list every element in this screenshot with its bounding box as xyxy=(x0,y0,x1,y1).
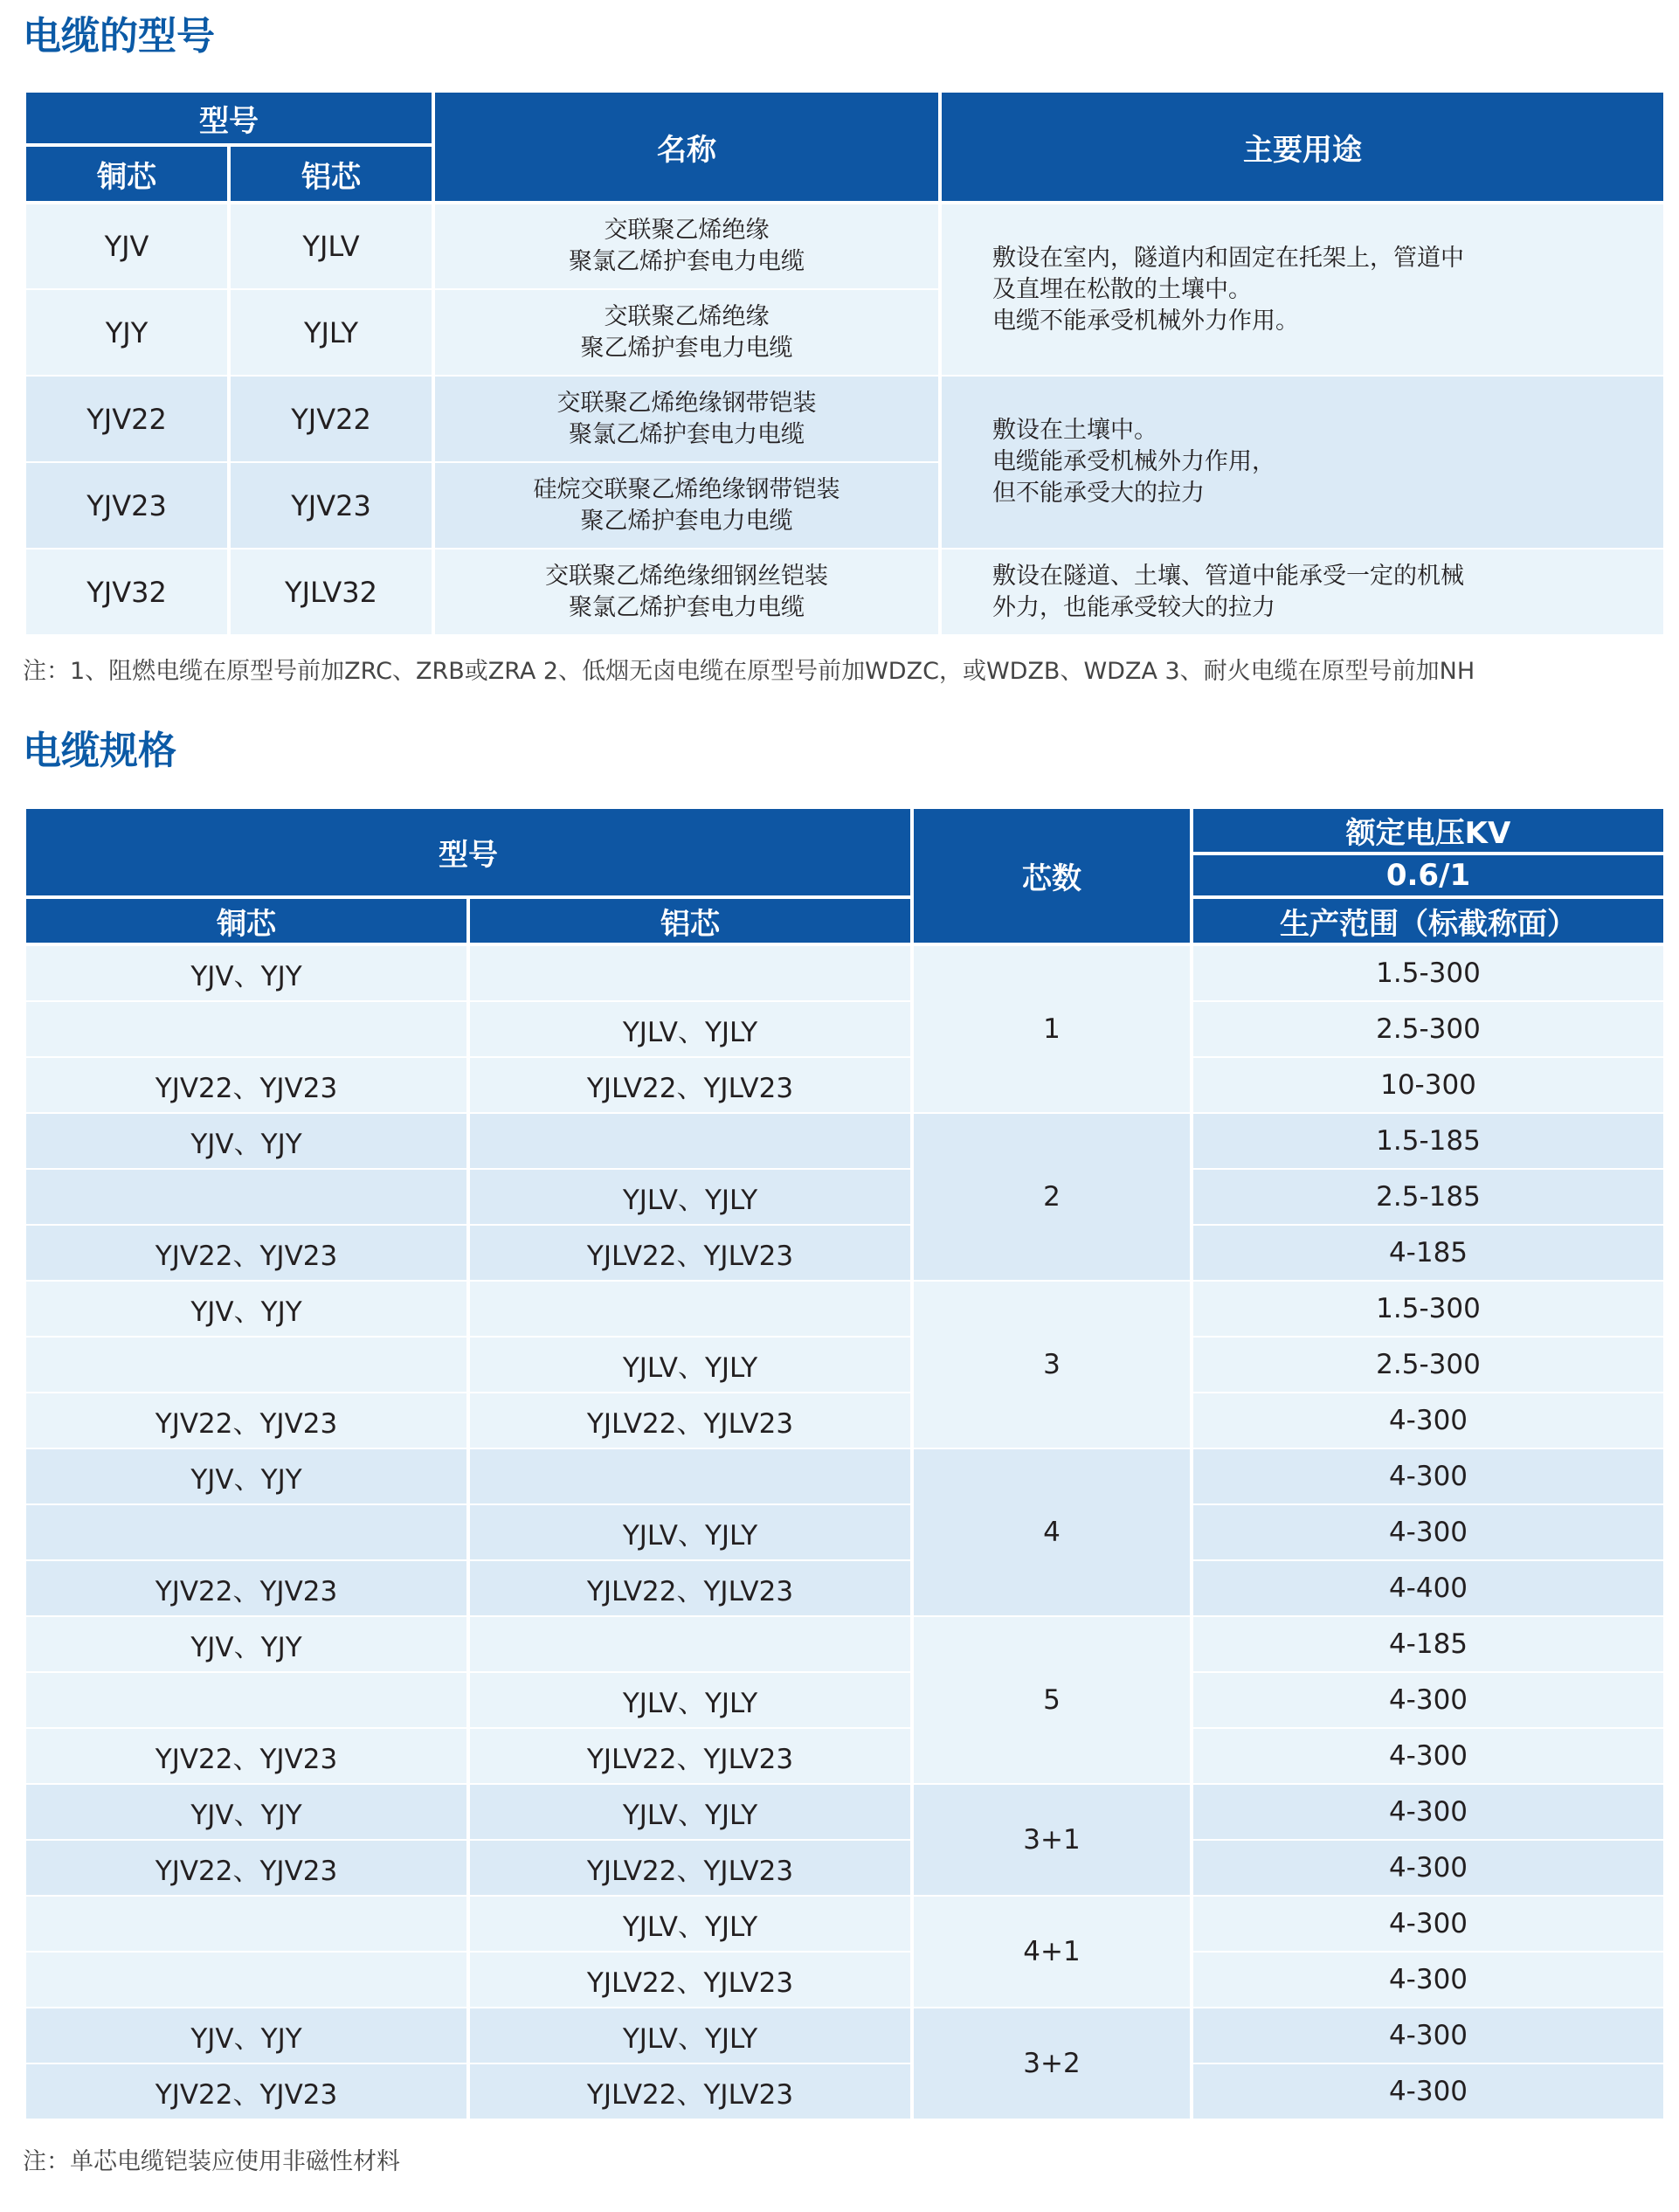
range-cell: 4-300 xyxy=(1192,1393,1665,1448)
aluminum-cell: YJLV22、YJLV23 xyxy=(468,1560,912,1616)
header-aluminum: 铝芯 xyxy=(229,145,433,203)
table-row xyxy=(24,1728,1665,1784)
aluminum-cell: YJLV32 xyxy=(229,549,433,635)
table-row xyxy=(24,1057,1665,1113)
table-row xyxy=(24,549,1665,635)
name-cell xyxy=(433,376,940,462)
table-row xyxy=(24,1281,1665,1337)
name-line: 聚氯乙烯护套电力电缆 xyxy=(569,593,805,621)
table-row xyxy=(24,1337,1665,1393)
copper-cell: YJV22、YJV23 xyxy=(24,1560,468,1616)
table-row xyxy=(24,1896,1665,1952)
copper-cell xyxy=(24,1672,468,1728)
aluminum-cell xyxy=(468,1113,912,1169)
aluminum-cell: YJLV、YJLY xyxy=(468,1337,912,1393)
range-cell: 4-300 xyxy=(1192,1504,1665,1560)
table-row xyxy=(24,1169,1665,1225)
copper-cell: YJV22、YJV23 xyxy=(24,1840,468,1896)
aluminum-cell: YJLV22、YJLV23 xyxy=(468,1840,912,1896)
aluminum-cell: YJLV、YJLY xyxy=(468,1504,912,1560)
range-cell: 1.5-185 xyxy=(1192,1113,1665,1169)
table-row xyxy=(24,1393,1665,1448)
aluminum-cell xyxy=(468,1448,912,1504)
table-row xyxy=(24,1784,1665,1840)
name-line: 聚氯乙烯护套电力电缆 xyxy=(569,420,805,448)
cores-cell: 3+2 xyxy=(912,2008,1192,2119)
cores-cell: 4 xyxy=(912,1448,1192,1616)
cable-spec-table xyxy=(23,805,1667,2120)
name-cell xyxy=(433,549,940,635)
range-cell: 2.5-300 xyxy=(1192,1337,1665,1393)
copper-cell xyxy=(24,1337,468,1393)
range-cell: 4-300 xyxy=(1192,1784,1665,1840)
table-row xyxy=(24,1448,1665,1504)
copper-cell: YJV、YJY xyxy=(24,2008,468,2063)
range-cell: 4-185 xyxy=(1192,1616,1665,1672)
copper-cell: YJV、YJY xyxy=(24,1616,468,1672)
cores-cell: 5 xyxy=(912,1616,1192,1784)
header-voltage: 额定电压KV xyxy=(1192,807,1665,854)
header-model: 型号 xyxy=(24,91,433,145)
section-title-specs: 电缆规格 xyxy=(23,729,176,773)
range-cell: 4-300 xyxy=(1192,1896,1665,1952)
usage-line: 但不能承受大的拉力 xyxy=(992,480,1205,507)
section-title-models: 电缆的型号 xyxy=(23,14,215,59)
table-row xyxy=(24,1504,1665,1560)
aluminum-cell xyxy=(468,1281,912,1337)
aluminum-cell: YJLY xyxy=(229,289,433,376)
header-voltage-value: 0.6/1 xyxy=(1192,854,1665,897)
table-row xyxy=(24,1840,1665,1896)
aluminum-cell: YJLV、YJLY xyxy=(468,1784,912,1840)
aluminum-cell: YJLV22、YJLV23 xyxy=(468,1728,912,1784)
table-row xyxy=(24,376,1665,462)
model-footnote: 注：1、阻燃电缆在原型号前加ZRC、ZRB或ZRA 2、低烟无卤电缆在原型号前加WDZC，或WDZB、WDZA 3、耐火电缆在原型号前加NH xyxy=(23,658,1475,685)
name-line: 聚乙烯护套电力电缆 xyxy=(580,507,793,535)
aluminum-cell: YJLV、YJLY xyxy=(468,1169,912,1225)
copper-cell: YJV、YJY xyxy=(24,1784,468,1840)
copper-cell: YJV22、YJV23 xyxy=(24,1393,468,1448)
name-line: 聚氯乙烯护套电力电缆 xyxy=(569,248,805,275)
range-cell: 4-300 xyxy=(1192,1448,1665,1504)
usage-line: 敷设在隧道、土壤、管道中能承受一定的机械 xyxy=(992,562,1464,590)
table-row xyxy=(24,1113,1665,1169)
usage-line: 电缆不能承受机械外力作用。 xyxy=(992,307,1299,335)
range-cell: 4-400 xyxy=(1192,1560,1665,1616)
copper-cell: YJY xyxy=(24,289,229,376)
table-row xyxy=(24,2063,1665,2119)
spec-table-body xyxy=(24,944,1665,2119)
name-cell xyxy=(433,203,940,289)
range-cell: 4-300 xyxy=(1192,1672,1665,1728)
name-line: 聚乙烯护套电力电缆 xyxy=(580,334,793,362)
range-cell: 4-300 xyxy=(1192,1952,1665,2008)
aluminum-cell: YJV22 xyxy=(229,376,433,462)
cores-cell: 3 xyxy=(912,1281,1192,1448)
usage-cell xyxy=(940,203,1665,376)
usage-line: 敷设在土壤中。 xyxy=(992,417,1157,444)
table-row xyxy=(24,1001,1665,1057)
aluminum-cell: YJLV xyxy=(229,203,433,289)
copper-cell: YJV、YJY xyxy=(24,1281,468,1337)
range-cell: 1.5-300 xyxy=(1192,1281,1665,1337)
table-row xyxy=(24,2008,1665,2063)
name-cell xyxy=(433,289,940,376)
header-model: 型号 xyxy=(24,807,912,897)
cores-cell: 1 xyxy=(912,944,1192,1113)
aluminum-cell: YJLV、YJLY xyxy=(468,1001,912,1057)
range-cell: 10-300 xyxy=(1192,1057,1665,1113)
range-cell: 1.5-300 xyxy=(1192,944,1665,1001)
usage-line: 电缆能承受机械外力作用， xyxy=(992,448,1275,475)
aluminum-cell: YJLV、YJLY xyxy=(468,2008,912,2063)
copper-cell: YJV22、YJV23 xyxy=(24,1225,468,1281)
name-line: 交联聚乙烯绝缘 xyxy=(604,302,770,330)
name-line: 交联聚乙烯绝缘细钢丝铠装 xyxy=(545,562,828,590)
table-row xyxy=(24,1560,1665,1616)
aluminum-cell: YJLV22、YJLV23 xyxy=(468,1952,912,2008)
usage-cell xyxy=(940,549,1665,635)
usage-cell xyxy=(940,376,1665,549)
copper-cell: YJV22、YJV23 xyxy=(24,1728,468,1784)
name-line: 交联聚乙烯绝缘钢带铠装 xyxy=(556,389,817,417)
table-row xyxy=(24,944,1665,1001)
copper-cell xyxy=(24,1952,468,2008)
range-cell: 2.5-185 xyxy=(1192,1169,1665,1225)
range-cell: 4-300 xyxy=(1192,1840,1665,1896)
header-usage: 主要用途 xyxy=(940,91,1665,203)
table-row xyxy=(24,1672,1665,1728)
aluminum-cell: YJLV22、YJLV23 xyxy=(468,1225,912,1281)
copper-cell: YJV23 xyxy=(24,462,229,549)
aluminum-cell: YJLV22、YJLV23 xyxy=(468,2063,912,2119)
aluminum-cell: YJV23 xyxy=(229,462,433,549)
aluminum-cell xyxy=(468,1616,912,1672)
usage-line: 敷设在室内，隧道内和固定在托架上，管道中 xyxy=(992,244,1464,272)
range-cell: 4-300 xyxy=(1192,2008,1665,2063)
copper-cell xyxy=(24,1504,468,1560)
table-row xyxy=(24,1952,1665,2008)
name-line: 硅烷交联聚乙烯绝缘钢带铠装 xyxy=(533,475,840,503)
copper-cell xyxy=(24,1896,468,1952)
copper-cell: YJV22、YJV23 xyxy=(24,2063,468,2119)
copper-cell: YJV、YJY xyxy=(24,1448,468,1504)
usage-line: 外力，也能承受较大的拉力 xyxy=(992,593,1275,621)
aluminum-cell: YJLV、YJLY xyxy=(468,1896,912,1952)
range-cell: 4-185 xyxy=(1192,1225,1665,1281)
cores-cell: 4+1 xyxy=(912,1896,1192,2008)
usage-line: 及直埋在松散的土壤中。 xyxy=(992,275,1252,303)
cable-model-table xyxy=(23,89,1667,636)
aluminum-cell: YJLV22、YJLV23 xyxy=(468,1393,912,1448)
copper-cell xyxy=(24,1169,468,1225)
copper-cell: YJV32 xyxy=(24,549,229,635)
copper-cell: YJV22、YJV23 xyxy=(24,1057,468,1113)
header-aluminum: 铝芯 xyxy=(468,897,912,944)
copper-cell xyxy=(24,1001,468,1057)
range-cell: 2.5-300 xyxy=(1192,1001,1665,1057)
header-cores: 芯数 xyxy=(912,807,1192,944)
cores-cell: 2 xyxy=(912,1113,1192,1281)
copper-cell: YJV、YJY xyxy=(24,944,468,1001)
spec-footnote: 注：单芯电缆铠装应使用非磁性材料 xyxy=(23,2148,400,2175)
table-row xyxy=(24,1616,1665,1672)
copper-cell: YJV xyxy=(24,203,229,289)
table-row xyxy=(24,1225,1665,1281)
header-name: 名称 xyxy=(433,91,940,203)
aluminum-cell xyxy=(468,944,912,1001)
name-line: 交联聚乙烯绝缘 xyxy=(604,217,770,244)
name-cell xyxy=(433,462,940,549)
aluminum-cell: YJLV22、YJLV23 xyxy=(468,1057,912,1113)
header-copper: 铜芯 xyxy=(24,145,229,203)
aluminum-cell: YJLV、YJLY xyxy=(468,1672,912,1728)
copper-cell: YJV22 xyxy=(24,376,229,462)
range-cell: 4-300 xyxy=(1192,2063,1665,2119)
copper-cell: YJV、YJY xyxy=(24,1113,468,1169)
cores-cell: 3+1 xyxy=(912,1784,1192,1896)
range-cell: 4-300 xyxy=(1192,1728,1665,1784)
header-copper: 铜芯 xyxy=(24,897,468,944)
table-row xyxy=(24,203,1665,289)
header-range: 生产范围（标截称面） xyxy=(1192,897,1665,944)
